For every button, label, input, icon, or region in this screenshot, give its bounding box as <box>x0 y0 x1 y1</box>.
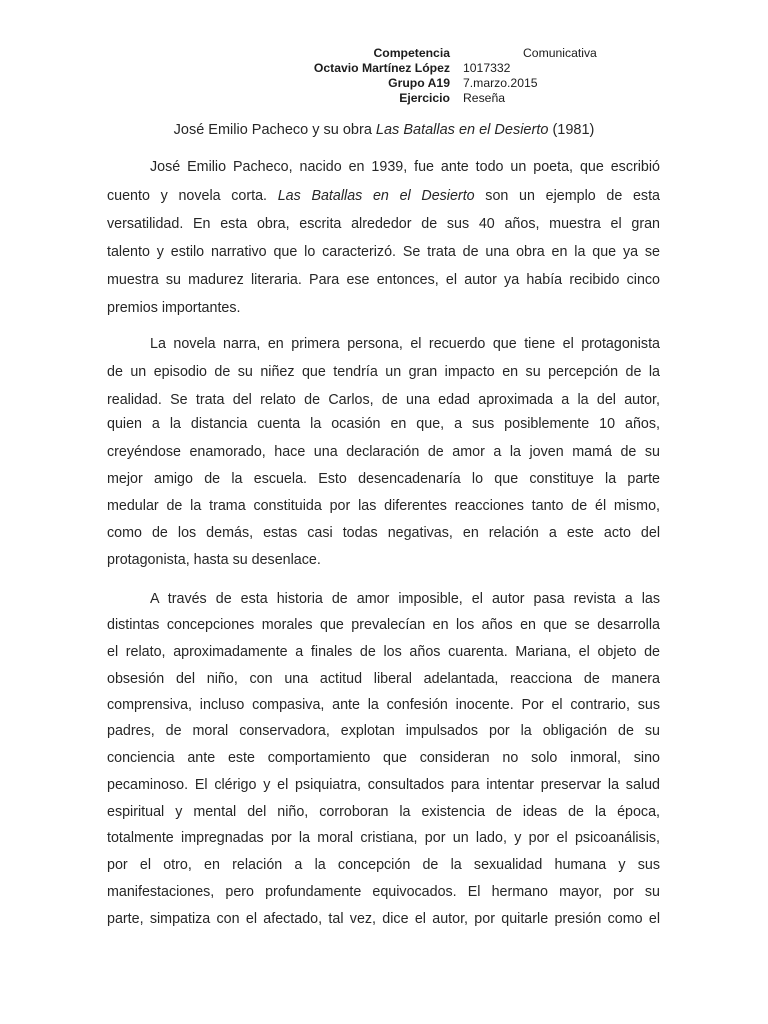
header-row-exercise <box>0 90 768 107</box>
text-line: La novela narra, en primera persona, el recuerdo que tiene el protagonista <box>150 336 660 352</box>
header-value: 1017332 <box>463 61 511 75</box>
text-line: de un episodio de su niñez que tendría un gran impacto en su percepción de la <box>107 364 660 380</box>
title-text: José Emilio Pacheco y su obra <box>173 122 376 138</box>
text-line: parte, simpatiza con el afectado, tal vez, dice el autor, por quitarle presión como el <box>107 911 660 927</box>
text-segment: cuento y novela corta. <box>107 188 278 204</box>
text-line: distintas concepciones morales que prevalecían en los años en que se desarrolla <box>107 617 660 633</box>
header-value: 7.marzo.2015 <box>463 76 538 90</box>
text-line: A través de esta historia de amor imposible, el autor pasa revista a las <box>150 591 660 607</box>
text-line: quien a la distancia cuenta la ocasión en que, a sus posiblemente 10 años, <box>107 416 660 432</box>
text-line: creyéndose enamorado, hace una declaración de amor a la joven mamá de su <box>107 444 660 460</box>
text-line: padres, de moral conservadora, explotan impulsados por la obligación de su <box>107 723 660 739</box>
header-label: Competencia <box>373 46 450 60</box>
header-value: Reseña <box>463 91 506 105</box>
text-line: talento y estilo narrativo que lo caracterizó. Se trata de una obra en la que ya se <box>107 244 660 260</box>
text-line: premios importantes. <box>107 300 241 316</box>
text-line: comprensiva, incluso compasiva, ante la confesión inocente. Por el contrario, sus <box>107 697 660 713</box>
text-segment: son un ejemplo de esta <box>474 188 660 204</box>
text-line: pecaminoso. El clérigo y el psiquiatra, consultados para intentar preservar la salud <box>107 777 660 793</box>
text-line: medular de la trama constituida por las diferentes reacciones tanto de él mismo, <box>107 498 660 514</box>
text-line: mejor amigo de la escuela. Esto desencadenaría lo que constituye la parte <box>107 471 660 487</box>
text-line: el relato, aproximadamente a finales de los años cuarenta. Mariana, el objeto de <box>107 644 660 660</box>
text-line <box>107 186 660 206</box>
header-label: Grupo A19 <box>388 76 450 90</box>
text-line: muestra su madurez literaria. Para ese entonces, el autor ya había recibido cinco <box>107 272 660 288</box>
text-line: totalmente impregnadas por la moral cristiana, por un lado, y por el psicoanálisis, <box>107 830 660 846</box>
text-line: realidad. Se trata del relato de Carlos, de una edad aproximada a la del autor, <box>107 392 660 408</box>
document-title <box>0 121 768 139</box>
header-value: Comunicativa <box>523 46 597 60</box>
book-title: Las Batallas en el Desierto <box>277 188 475 204</box>
text-line: conciencia ante este comportamiento que consideran no solo inmoral, sino <box>107 750 660 766</box>
text-line: manifestaciones, pero profundamente equivocados. El hermano mayor, por su <box>107 884 660 900</box>
title-year: (1981) <box>548 122 595 138</box>
text-line: por el otro, en relación a la concepción de la sexualidad humana y sus <box>107 857 660 873</box>
header-label: Octavio Martínez López <box>313 61 450 75</box>
text-line: protagonista, hasta su desenlace. <box>107 552 321 568</box>
book-title: Las Batallas en el Desierto <box>375 122 549 138</box>
text-line: espiritual y mental del niño, corroboran la existencia de ideas de la época, <box>107 804 660 820</box>
text-line: versatilidad. En esta obra, escrita alrededor de sus 40 años, muestra el gran <box>107 216 660 232</box>
text-line: como de los demás, estas casi todas negativas, en relación a este acto del <box>107 525 660 541</box>
header-label: Ejercicio <box>399 91 450 105</box>
text-line: obsesión del niño, con una actitud liberal adelantada, reacciona de manera <box>107 671 660 687</box>
text-line: José Emilio Pacheco, nacido en 1939, fue ante todo un poeta, que escribió <box>150 159 660 175</box>
